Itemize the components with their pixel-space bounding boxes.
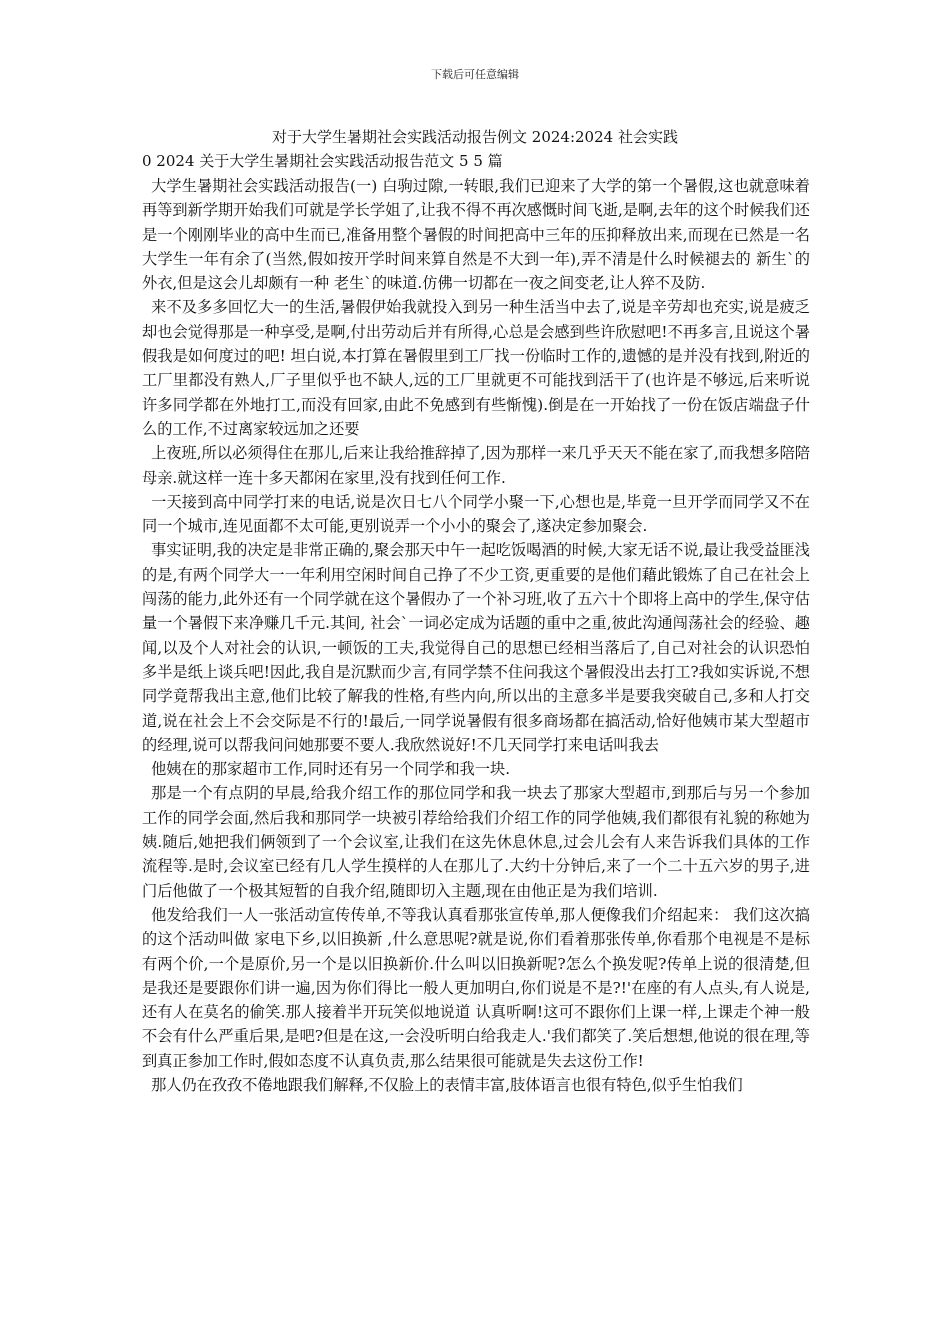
header-note: 下载后可任意编辑 <box>431 68 519 81</box>
paragraph: 事实证明,我的决定是非常正确的,聚会那天中午一起吃饭喝酒的时候,大家无话不说,最让我受益匪浅的是,有两个同学大一一年利用空闲时间自己挣了不少工资,更重要的是他们藉此锻炼了自己在社会上闯荡的能力,此外还有一个同学就在这个暑假办了一个补习班,收了五六十个即将上高中的学生,保守估量一个暑假下来净赚几千元.其间, 社会`一词必定成为话题的重中之重,彼此沟通闯荡社会的经验、趣闻,以及个人对社会的认识,一顿饭的工夫,我觉得自己的思想已经相当落后了,自己对社会的认识恐怕多半是纸上谈兵吧!因此,我自是沉默而少言,有同学禁不住问我这个暑假没出去打工?我如实诉说,不想同学竟帮我出主意,他们比较了解我的性格,有些内向,所以出的主意多半是要我突破自己,多和人打交道,说在社会上不会交际是不行的!最后,一同学说暑假有很多商场都在搞活动,恰好他姨市某大型超市的经理,说可以帮我问问她那要不要人.我欣然说好!不几天同学打来电话叫我去 <box>142 541 810 754</box>
paragraph: 来不及多多回忆大一的生活,暑假伊始我就投入到另一种生活当中去了,说是辛劳却也充实,说是疲乏却也会觉得那是一种享受,是啊,付出劳动后并有所得,心总是会感到些许欣慰吧!不再多言,且说这个暑假我是如何度过的吧! 坦白说,本打算在暑假里到工厂找一份临时工作的,遗憾的是并没有找到,附近的工厂里都没有熟人,厂子里似乎也不缺人,远的工厂里就更不可能找到活干了(也许是不够远,后来听说许多同学都在外地打工,而没有回家,由此不免感到有些惭愧).倒是在一开始找了一份在饭店端盘子什么的工作,不过离家较远加之还要 <box>142 298 810 438</box>
paragraph: 那人仍在孜孜不倦地跟我们解释,不仅脸上的表情丰富,肢体语言也很有特色,似乎生怕我们 <box>151 1075 743 1094</box>
paragraph: 他发给我们一人一张活动宣传传单,不等我认真看那张宣传单,那人便像我们介绍起来： 我们这次搞的这个活动叫做 家电下乡,以旧换新 ,什么意思呢?就是说,你们看着那张传单,你看那个电视是不是标有两个价,一个是原价,另一个是以旧换新价.什么叫以旧换新呢?怎么个换发呢?传单上说的很清楚,但是我还是要跟你们讲一遍,因为你们得比一般人更加明白,你们说是不是?!'在座的有人点头,有人说是,还有人在莫名的偷笑.那人接着半开玩笑似地说道 认真听啊!这可不跟你们上课一样,上课走个神一般不会有什么严重后果,是吧?但是在这,一会没听明白给我走人.'我们都笑了.笑后想想,他说的很在理,等到真正参加工作时,假如态度不认真负责,那么结果很可能就是失去这份工作! <box>142 905 810 1070</box>
document-subtitle: 0 2024 关于大学生暑期社会实践活动报告范文 5 5 篇 <box>142 152 503 170</box>
paragraph: 一天接到高中同学打来的电话,说是次日七八个同学小聚一下,心想也是,毕竟一旦开学而同学又不在同一个城市,连见面都不太可能,更别说弄一个小小的聚会了,遂决定参加聚会. <box>142 492 810 536</box>
paragraph: 那是一个有点阴的早晨,给我介绍工作的那位同学和我一块去了那家大型超市,到那后与另一个参加工作的同学会面,然后我和那同学一块被引荐给给我们介绍工作的同学他姨,我们都很有礼貌的称她为姨.随后,她把我们俩领到了一个会议室,让我们在这先休息休息,过会儿会有人来告诉我们具体的工作流程等.是时,会议室已经有几人学生摸样的人在那儿了.大约十分钟后,来了一个二十五六岁的男子,进门后他做了一个极其短暂的自我介绍,随即切入主题,现在由他正是为我们培训. <box>142 784 810 900</box>
paragraph: 大学生暑期社会实践活动报告(一) 白驹过隙,一转眼,我们已迎来了大学的第一个暑假,这也就意味着再等到新学期开始我们可就是学长学姐了,让我不得不再次感慨时间飞逝,是啊,去年的这个时候我们还是一个刚刚毕业的高中生而已,准备用整个暑假的时间把高中三年的压抑释放出来,而现在已然是一名大学生一年有余了(当然,假如按开学时间来算自然是不大到一年),弄不清是什么时候褪去的 新生`的外衣,但是这会儿却颇有一种 老生`的味道.仿佛一切都在一夜之间变老,让人猝不及防. <box>142 177 810 293</box>
document-body <box>142 174 810 1097</box>
paragraph: 他姨在的那家超市工作,同时还有另一个同学和我一块. <box>151 760 511 779</box>
document-title: 对于大学生暑期社会实践活动报告例文 2024:2024 社会实践 <box>272 128 678 146</box>
paragraph: 上夜班,所以必须得住在那儿,后来让我给推辞掉了,因为那样一来几乎天天不能在家了,而我想多陪陪母亲.就这样一连十多天都闲在家里,没有找到任何工作. <box>142 444 810 487</box>
